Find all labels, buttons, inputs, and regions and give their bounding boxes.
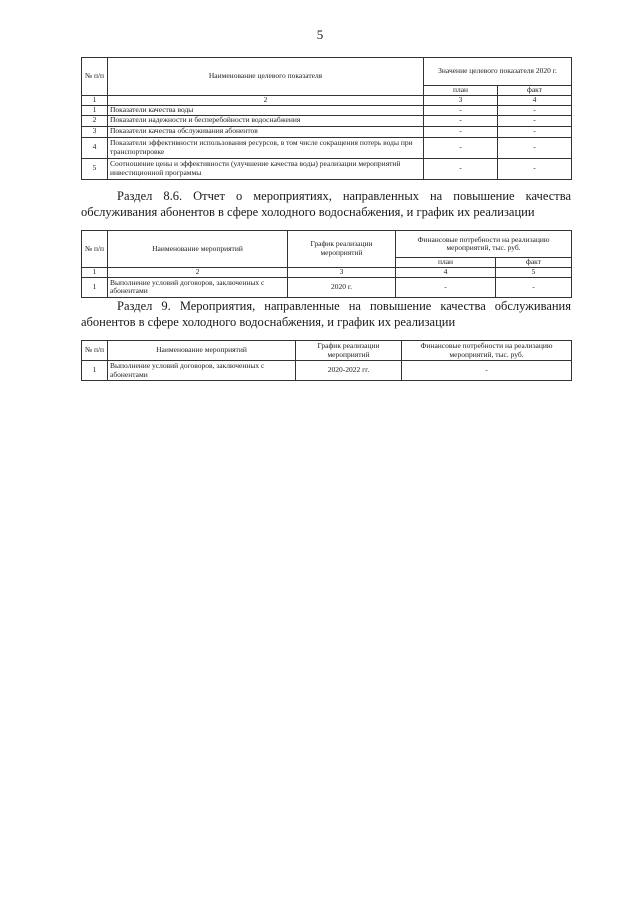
- indicator-name: Показатели качества воды: [108, 105, 424, 115]
- row-number: 1: [82, 361, 108, 381]
- target-indicators-table: [81, 57, 572, 180]
- fact-value: -: [498, 126, 572, 137]
- row-number: 5: [82, 158, 108, 179]
- activities-report-table: [81, 230, 572, 298]
- col-header-fact: факт: [498, 86, 572, 96]
- column-numbers-row: [82, 267, 572, 277]
- indicator-name: Показатели качества обслуживания абонентов: [108, 126, 424, 137]
- row-number: 1: [82, 277, 108, 297]
- col-header-plan: план: [396, 258, 496, 268]
- schedule-value: 2020-2022 гг.: [296, 361, 402, 381]
- col-header-activity-name: Наименование мероприятий: [108, 231, 288, 268]
- row-number: 1: [82, 105, 108, 115]
- fact-value: -: [498, 115, 572, 126]
- fact-value: -: [496, 277, 572, 297]
- fact-value: -: [498, 137, 572, 158]
- col-header-indicator-value: Значение целевого показателя 2020 г.: [424, 58, 572, 86]
- section-9-heading: Раздел 9. Мероприятия, направленные на повышение качества обслуживания абонентов в сфере холодного водоснабжения, и график их реализации: [81, 299, 571, 329]
- column-number: 3: [424, 95, 498, 105]
- column-number: 3: [288, 267, 396, 277]
- schedule-value: 2020 г.: [288, 277, 396, 297]
- page-number: 5: [316, 27, 324, 42]
- column-number: 2: [108, 267, 288, 277]
- col-header-finance: Финансовые потребности на реализацию мероприятий, тыс. руб.: [396, 231, 572, 258]
- finance-value: -: [402, 361, 572, 381]
- plan-value: -: [424, 105, 498, 115]
- table-row: [82, 126, 572, 137]
- table-row: [82, 137, 572, 158]
- column-number: 1: [82, 267, 108, 277]
- col-header-number: № п/п: [82, 231, 108, 268]
- col-header-activity-name: Наименование мероприятий: [108, 341, 296, 361]
- plan-value: -: [424, 137, 498, 158]
- col-header-indicator-name: Наименование целевого показателя: [108, 58, 424, 96]
- col-header-schedule: График реализации мероприятий: [288, 231, 396, 268]
- row-number: 2: [82, 115, 108, 126]
- table-row: [82, 158, 572, 179]
- column-number: 4: [396, 267, 496, 277]
- col-header-finance: Финансовые потребности на реализацию мероприятий, тыс. руб.: [402, 341, 572, 361]
- column-number: 4: [498, 95, 572, 105]
- row-number: 3: [82, 126, 108, 137]
- col-header-number: № п/п: [82, 341, 108, 361]
- col-header-number: № п/п: [82, 58, 108, 96]
- indicator-name: Соотношение цены и эффективности (улучшение качества воды) реализации мероприятий инвестиционной программы: [108, 158, 424, 179]
- table-row: [82, 115, 572, 126]
- column-number: 2: [108, 95, 424, 105]
- column-number: 5: [496, 267, 572, 277]
- column-number: 1: [82, 95, 108, 105]
- fact-value: -: [498, 105, 572, 115]
- plan-value: -: [424, 126, 498, 137]
- fact-value: -: [498, 158, 572, 179]
- table-row: [82, 105, 572, 115]
- col-header-fact: факт: [496, 258, 572, 268]
- section-8-6-heading: Раздел 8.6. Отчет о мероприятиях, направленных на повышение качества обслуживания абонентов в сфере холодного водоснабжения, и график их реализации: [81, 189, 571, 219]
- indicator-name: Показатели надежности и бесперебойности водоснабжения: [108, 115, 424, 126]
- plan-value: -: [396, 277, 496, 297]
- table-row: [82, 361, 572, 381]
- plan-value: -: [424, 115, 498, 126]
- plan-value: -: [424, 158, 498, 179]
- table-row: [82, 277, 572, 297]
- activities-plan-table: [81, 340, 572, 381]
- col-header-plan: план: [424, 86, 498, 96]
- column-numbers-row: [82, 95, 572, 105]
- row-number: 4: [82, 137, 108, 158]
- indicator-name: Показатели эффективности использования ресурсов, в том числе сокращения потерь воды при транспортировке: [108, 137, 424, 158]
- col-header-schedule: График реализации мероприятий: [296, 341, 402, 361]
- activity-name: Выполнение условий договоров, заключенных с абонентами: [108, 277, 288, 297]
- activity-name: Выполнение условий договоров, заключенных с абонентами: [108, 361, 296, 381]
